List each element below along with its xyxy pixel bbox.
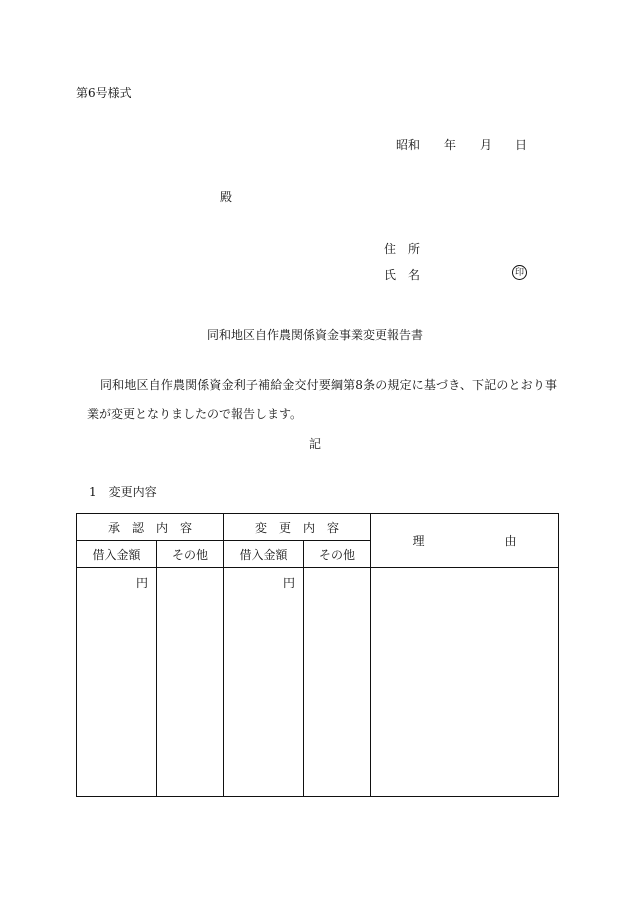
changed-amount-header: 借入金額 — [224, 541, 304, 568]
reason-cell[interactable] — [371, 568, 559, 797]
address-label: 住 所 — [384, 242, 421, 256]
changed-other-cell[interactable] — [304, 568, 371, 797]
changed-yen-unit: 円 — [283, 576, 296, 590]
changed-content-header: 変 更 内 容 — [224, 514, 371, 541]
addressee-suffix: 殿 — [220, 190, 233, 204]
changed-amount-cell[interactable] — [224, 568, 304, 797]
section-title: 1 変更内容 — [89, 485, 157, 499]
name-label: 氏 名 — [384, 268, 421, 282]
reason-header — [371, 514, 559, 568]
date-year: 年 — [444, 138, 457, 152]
approved-amount-header: 借入金額 — [77, 541, 157, 568]
reason-header-char-2: 由 — [504, 534, 517, 548]
changed-other-header: その他 — [304, 541, 371, 568]
body-paragraph: 同和地区自作農関係資金利子補給金交付要綱第8条の規定に基づき、下記のとおり事業が変更となりましたので報告します。 — [87, 378, 557, 421]
approved-yen-unit: 円 — [135, 576, 148, 590]
form-number: 第6号様式 — [76, 86, 132, 100]
approved-other-header: その他 — [157, 541, 224, 568]
approved-other-cell[interactable] — [157, 568, 224, 797]
seal-mark: 印 — [512, 265, 527, 280]
date-month: 月 — [480, 138, 493, 152]
date-day: 日 — [515, 138, 528, 152]
document-title: 同和地区自作農関係資金事業変更報告書 — [206, 328, 423, 342]
ki-heading: 記 — [308, 437, 321, 451]
change-table — [76, 513, 559, 797]
approved-amount-cell[interactable] — [77, 568, 157, 797]
date-era: 昭和 — [396, 138, 421, 152]
approved-content-header: 承 認 内 容 — [77, 514, 224, 541]
reason-header-char-1: 理 — [412, 534, 425, 548]
